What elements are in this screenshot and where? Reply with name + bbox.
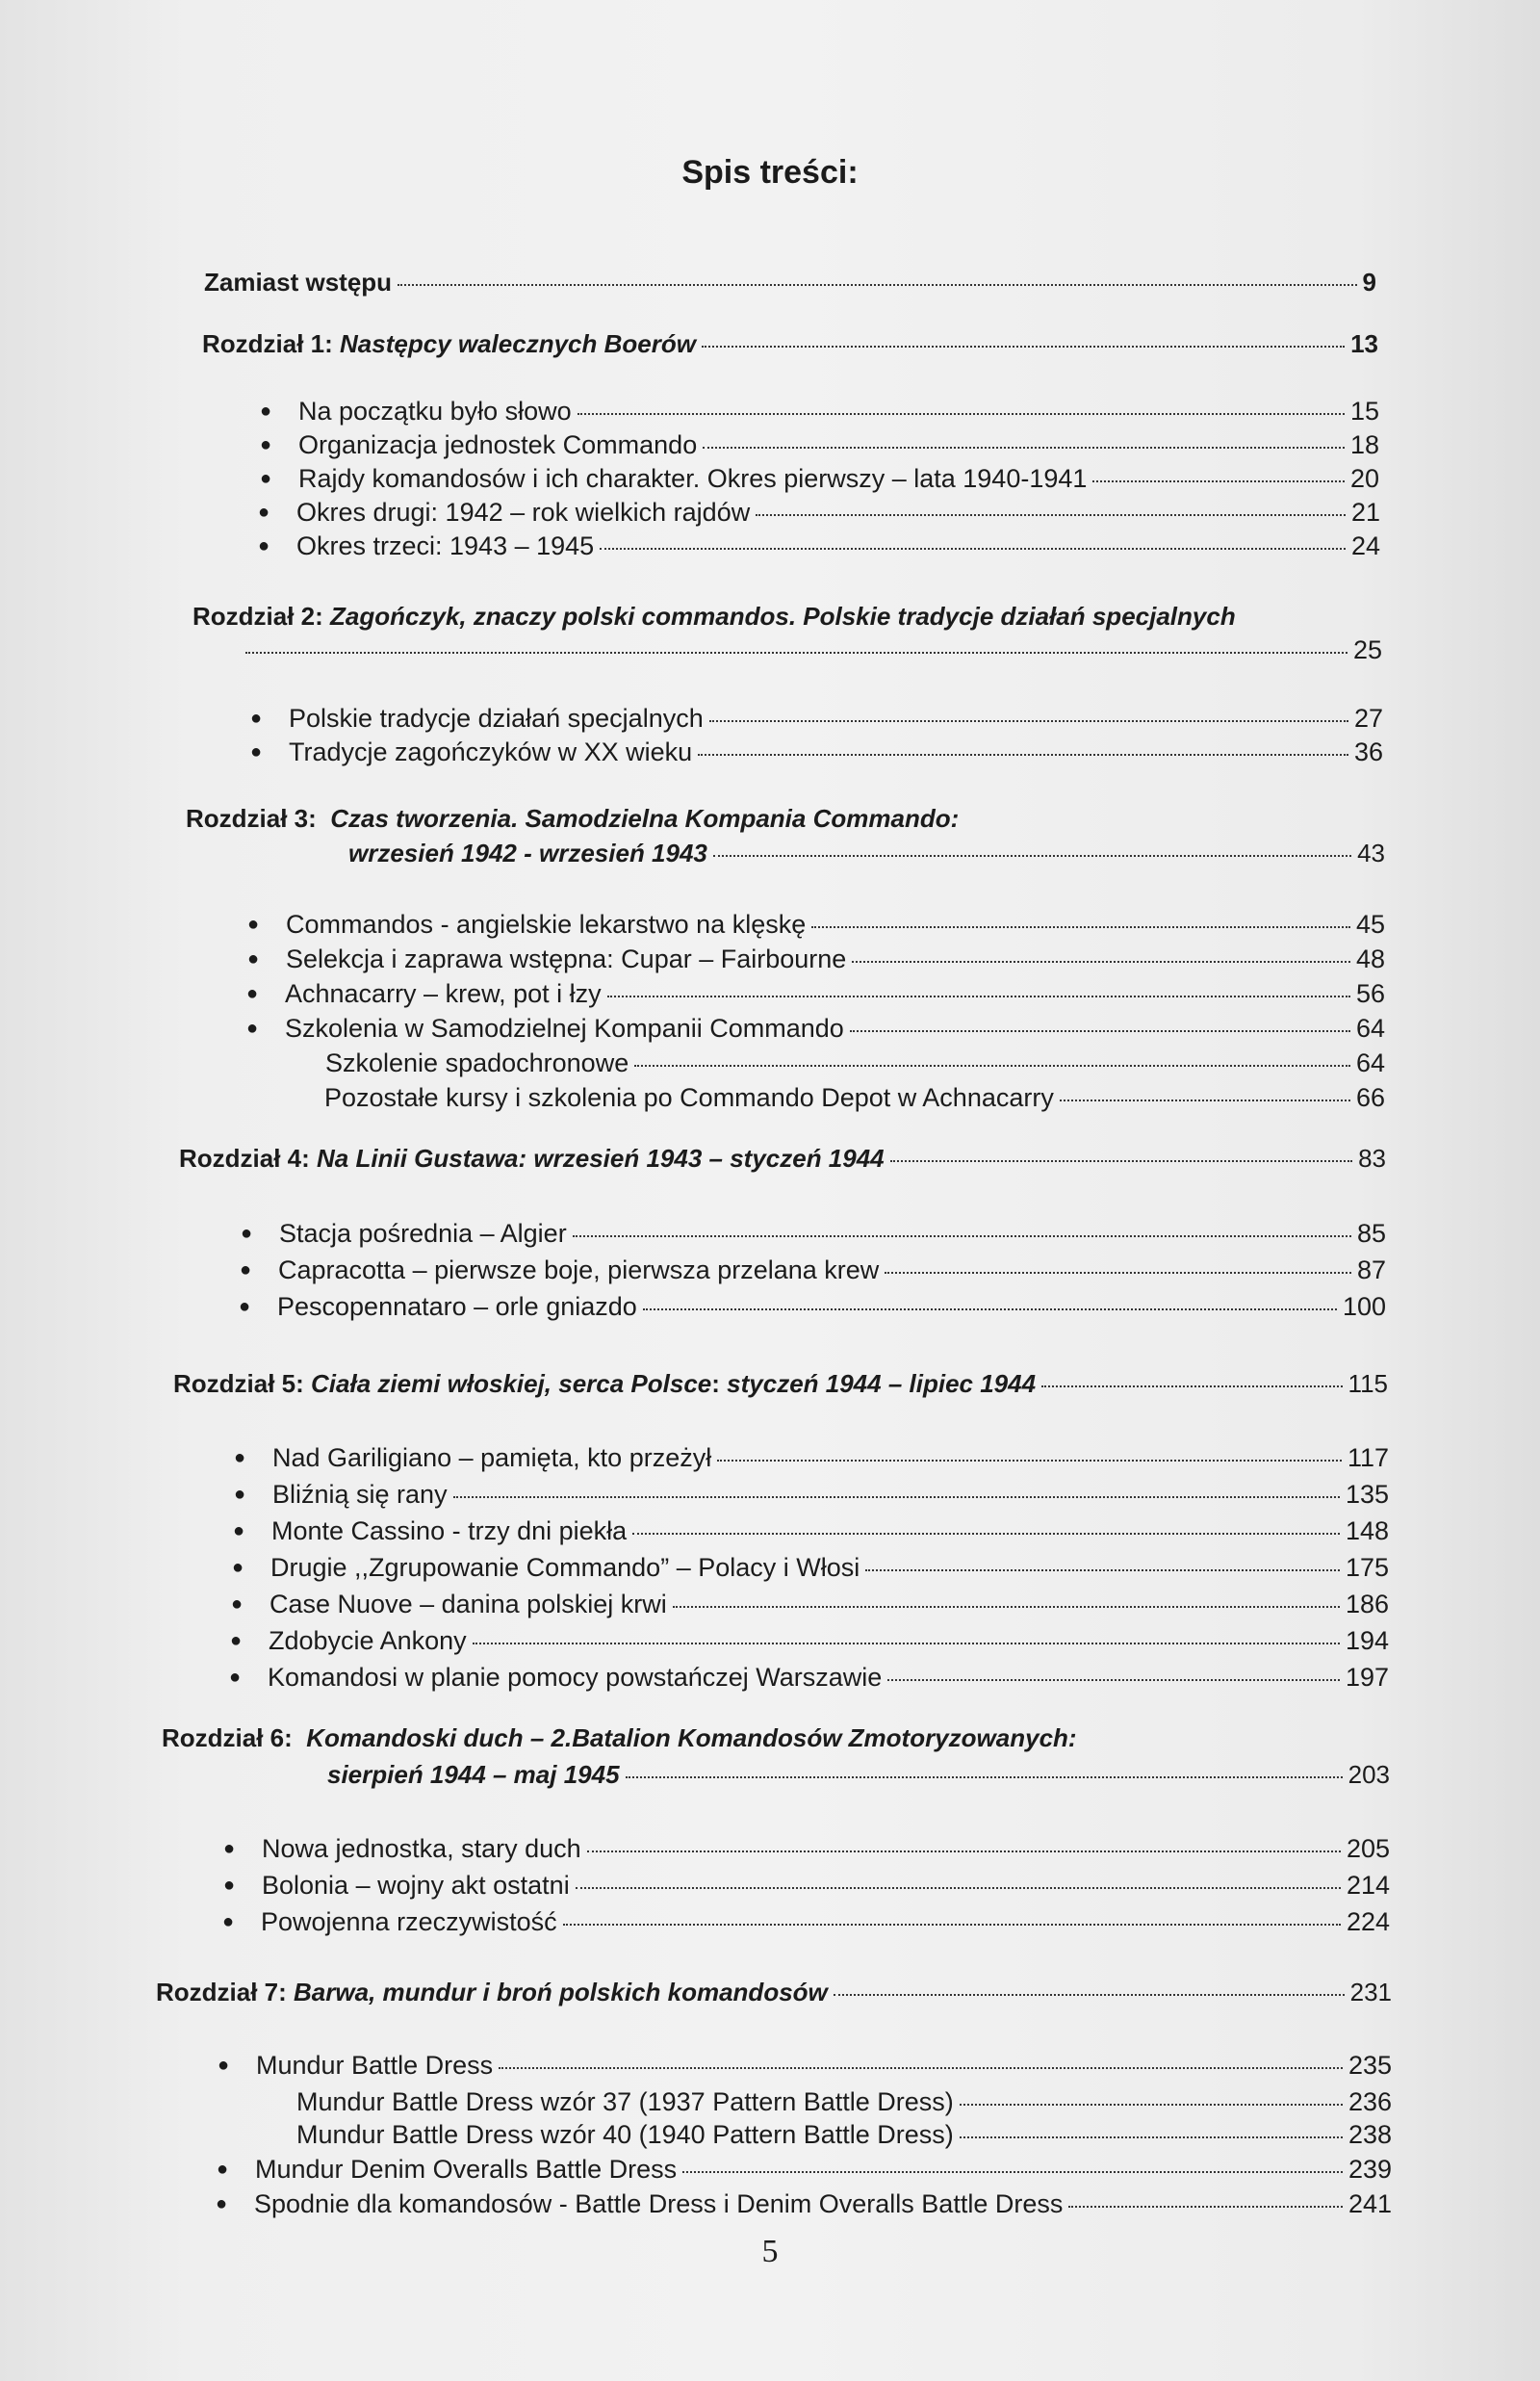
item-text: Bolonia – wojny akt ostatni	[262, 1871, 570, 1900]
item-text: Nad Gariligiano – pamięta, kto przeżył	[272, 1443, 712, 1472]
item-text: Polskie tradycje działań specjalnych	[289, 704, 704, 733]
toc-chapter-6-cont[interactable]	[327, 1758, 1390, 1791]
bullet-icon: ●	[229, 1667, 242, 1688]
chapter-label: Rozdział 7:	[156, 1978, 287, 2006]
toc-item[interactable]	[258, 530, 1380, 562]
dot-leader	[600, 548, 1346, 550]
page-number: 83	[1358, 1144, 1386, 1173]
chapter-title: Czas tworzenia. Samodzielna Kompania Commando:	[330, 804, 960, 833]
item-text: Mundur Denim Overalls Battle Dress	[255, 2155, 678, 2184]
item-text: Pozostałe kursy i szkolenia po Commando Depot w Achnacarry	[324, 1083, 1054, 1112]
chapter-title-cont: sierpień 1944 – maj 1945	[327, 1760, 620, 1789]
page-number: 18	[1349, 430, 1379, 459]
dot-leader	[473, 1643, 1340, 1644]
chapter-title-dates: styczeń 1944 – lipiec 1944	[719, 1369, 1037, 1398]
chapter-title: Następcy walecznych Boerów	[340, 329, 696, 358]
bullet-icon: ●	[222, 1911, 235, 1932]
dot-leader	[626, 1776, 1343, 1778]
dot-leader	[576, 1887, 1341, 1889]
item-text: Mundur Battle Dress	[256, 2051, 494, 2080]
toc-intro[interactable]	[204, 266, 1376, 298]
bullet-icon: ●	[246, 983, 259, 1004]
item-text: Stacja pośrednia – Algier	[279, 1219, 567, 1248]
page-number: 135	[1345, 1480, 1389, 1509]
toc-item[interactable]	[233, 1514, 1389, 1547]
toc-item[interactable]	[258, 496, 1380, 529]
chapter-label: Rozdział 5:	[173, 1369, 304, 1398]
toc-item[interactable]	[241, 1217, 1386, 1250]
item-text: Szkolenie spadochronowe	[325, 1048, 629, 1077]
page-number: 9	[1362, 268, 1376, 297]
item-text: Okres trzeci: 1943 – 1945	[296, 531, 595, 560]
page-number: 27	[1353, 704, 1383, 733]
item-text: Pescopennataro – orle gniazdo	[277, 1292, 637, 1321]
page-number: 197	[1345, 1663, 1389, 1692]
page-number: 36	[1353, 738, 1383, 766]
bullet-icon: ●	[234, 1484, 246, 1505]
dot-leader	[682, 2171, 1343, 2173]
item-text: Tradycje zagończyków w XX wieku	[289, 738, 693, 766]
dot-leader	[885, 1272, 1351, 1274]
item-text: Mundur Battle Dress wzór 40 (1940 Pattern Battle Dress)	[296, 2120, 954, 2149]
page-number: 24	[1350, 531, 1380, 560]
bullet-icon: ●	[247, 948, 260, 970]
item-text: Case Nuove – danina polskiej krwi	[270, 1590, 667, 1618]
item-text: Rajdy komandosów i ich charakter. Okres pierwszy – lata 1940-1941	[298, 464, 1088, 493]
bullet-icon: ●	[232, 1557, 244, 1578]
item-text: Mundur Battle Dress wzór 37 (1937 Pattern Battle Dress)	[296, 2087, 954, 2116]
item-text: Zdobycie Ankony	[269, 1626, 467, 1655]
dot-leader	[834, 1994, 1345, 1996]
toc-item[interactable]	[260, 395, 1379, 427]
bullet-icon: ●	[246, 1018, 259, 1039]
toc-chapter-1[interactable]	[202, 327, 1378, 360]
toc-item[interactable]	[246, 977, 1385, 1010]
toc-item[interactable]	[247, 908, 1385, 941]
dot-leader	[1060, 1100, 1350, 1101]
page-number: 48	[1355, 945, 1385, 973]
toc-chapter-2-page[interactable]	[245, 634, 1382, 666]
dot-leader	[1041, 1385, 1342, 1387]
chapter-label: Rozdział 6:	[162, 1723, 293, 1752]
dot-leader	[717, 1460, 1342, 1462]
item-text: Commandos - angielskie lekarstwo na klęskę	[286, 910, 807, 939]
page-number: 117	[1347, 1443, 1389, 1472]
item-text: Powojenna rzeczywistość	[261, 1907, 557, 1936]
chapter-title: Komandoski duch – 2.Batalion Komandosów Zmotoryzowanych:	[306, 1723, 1077, 1752]
toc-subitem[interactable]	[296, 2118, 1392, 2151]
toc-item[interactable]	[229, 1661, 1389, 1694]
toc-item[interactable]	[223, 1832, 1390, 1865]
toc-item[interactable]	[231, 1588, 1389, 1620]
item-text: Nowa jednostka, stary duch	[262, 1834, 581, 1863]
dot-leader	[713, 855, 1351, 857]
page-number: 203	[1348, 1760, 1390, 1789]
item-text: Monte Cassino - trzy dni piekła	[271, 1516, 628, 1545]
bullet-icon: ●	[250, 708, 263, 729]
toc-item[interactable]	[234, 1478, 1389, 1511]
page-number: 87	[1356, 1255, 1386, 1284]
page-number: 64	[1355, 1014, 1385, 1043]
toc-item[interactable]	[230, 1624, 1389, 1657]
page-number: 231	[1349, 1978, 1392, 2006]
toc-item[interactable]	[260, 428, 1379, 461]
dot-leader	[709, 720, 1348, 722]
dot-leader	[398, 284, 1356, 286]
bullet-icon: ●	[223, 1838, 236, 1859]
page-folio: 5	[761, 2234, 779, 2269]
dot-leader	[1092, 480, 1345, 482]
dot-leader	[756, 514, 1346, 516]
page-number: 115	[1348, 1369, 1388, 1398]
bullet-icon: ●	[233, 1520, 245, 1541]
item-text: Selekcja i zaprawa wstępna: Cupar – Fairbourne	[286, 945, 847, 973]
toc-item[interactable]	[250, 736, 1383, 768]
bullet-icon: ●	[260, 401, 272, 422]
page-number: 100	[1342, 1292, 1386, 1321]
chapter-title-cont: wrzesień 1942 - wrzesień 1943	[348, 839, 707, 867]
dot-leader	[890, 1160, 1352, 1162]
page-number: 45	[1355, 910, 1385, 939]
toc-chapter-3-cont[interactable]	[348, 837, 1385, 869]
toc-item[interactable]	[217, 2153, 1392, 2186]
toc-item[interactable]	[240, 1254, 1386, 1286]
bullet-icon: ●	[223, 1875, 236, 1896]
dot-leader	[703, 447, 1345, 449]
chapter-label: Rozdział 3:	[186, 804, 317, 833]
dot-leader	[702, 346, 1345, 348]
page-number: 175	[1345, 1553, 1389, 1582]
page-number: 238	[1348, 2120, 1392, 2149]
dot-leader	[499, 2067, 1343, 2069]
toc-item[interactable]	[218, 2049, 1392, 2082]
bullet-icon: ●	[241, 1223, 253, 1244]
toc-chapter-2[interactable]	[192, 600, 1382, 633]
bullet-icon: ●	[258, 535, 270, 556]
dot-leader	[634, 1065, 1350, 1067]
page-number: 148	[1345, 1516, 1389, 1545]
chapter-label: Rozdział 1:	[202, 329, 333, 358]
toc-item[interactable]	[234, 1441, 1389, 1474]
toc-item[interactable]	[232, 1551, 1389, 1584]
page-number: 20	[1349, 464, 1379, 493]
dot-leader	[865, 1569, 1340, 1571]
bullet-icon: ●	[247, 914, 260, 935]
toc-subitem[interactable]	[296, 2085, 1392, 2118]
item-text: Spodnie dla komandosów - Battle Dress i Denim Overalls Battle Dress	[254, 2189, 1064, 2218]
bullet-icon: ●	[260, 468, 272, 489]
item-text: Capracotta – pierwsze boje, pierwsza przelana krew	[278, 1255, 880, 1284]
chapter-title: Barwa, mundur i broń polskich komandosów	[294, 1978, 828, 2006]
item-text: Na początku było słowo	[298, 397, 572, 426]
bullet-icon: ●	[230, 1630, 243, 1651]
toc-item[interactable]	[223, 1869, 1390, 1902]
page-number: 64	[1355, 1048, 1385, 1077]
page-number: 15	[1349, 397, 1379, 426]
chapter-label: Rozdział 2:	[192, 602, 323, 631]
item-text: Okres drugi: 1942 – rok wielkich rajdów	[296, 498, 751, 527]
bullet-icon: ●	[260, 434, 272, 455]
item-text: Drugie ,,Zgrupowanie Commando” – Polacy i Włosi	[270, 1553, 860, 1582]
dot-leader	[578, 413, 1345, 415]
intro-label: Zamiast wstępu	[204, 268, 393, 297]
page-number: 224	[1346, 1907, 1390, 1936]
toc-item[interactable]	[260, 462, 1379, 495]
page-number: 214	[1346, 1871, 1390, 1900]
page-number: 241	[1348, 2189, 1392, 2218]
dot-leader	[850, 1030, 1350, 1032]
toc-chapter-5[interactable]	[173, 1367, 1388, 1400]
chapter-title: Na Linii Gustawa: wrzesień 1943 – styczeń 1944	[317, 1144, 885, 1173]
item-text: Bliźnią się rany	[272, 1480, 448, 1509]
page-number: 25	[1352, 635, 1382, 664]
toc-subitem[interactable]	[325, 1047, 1385, 1079]
dot-leader	[573, 1235, 1351, 1237]
chapter-title-colon: :	[711, 1369, 720, 1398]
toc-chapter-6[interactable]	[162, 1721, 1390, 1754]
dot-leader	[587, 1850, 1341, 1852]
chapter-title: Zagończyk, znaczy polski commandos. Polskie tradycje działań specjalnych	[330, 602, 1236, 631]
bullet-icon: ●	[250, 741, 263, 763]
page-number: 235	[1348, 2051, 1392, 2080]
item-text: Szkolenia w Samodzielnej Kompanii Commando	[285, 1014, 844, 1043]
page-number: 85	[1356, 1219, 1386, 1248]
chapter-label: Rozdział 4:	[179, 1144, 310, 1173]
dot-leader	[453, 1496, 1340, 1498]
toc-item[interactable]	[222, 1905, 1390, 1938]
page-number: 239	[1348, 2155, 1392, 2184]
chapter-title: Ciała ziemi włoskiej, serca Polsce	[311, 1369, 712, 1398]
page-number: 13	[1350, 329, 1378, 358]
toc-item[interactable]	[247, 943, 1385, 975]
toc-item[interactable]	[246, 1012, 1385, 1045]
item-text: Organizacja jednostek Commando	[298, 430, 698, 459]
dot-leader	[960, 2104, 1343, 2106]
bullet-icon: ●	[234, 1447, 246, 1468]
dot-leader	[887, 1679, 1340, 1681]
bullet-icon: ●	[217, 2159, 229, 2180]
page-title: Spis treści:	[681, 154, 859, 191]
bullet-icon: ●	[239, 1296, 251, 1317]
dot-leader	[607, 996, 1350, 997]
dot-leader	[960, 2136, 1343, 2138]
dot-leader	[643, 1308, 1337, 1310]
dot-leader	[852, 961, 1350, 963]
toc-item[interactable]	[250, 702, 1383, 735]
page-number: 236	[1348, 2087, 1392, 2116]
page-number: 194	[1345, 1626, 1389, 1655]
page-number: 21	[1350, 498, 1380, 527]
dot-leader	[1068, 2206, 1343, 2208]
item-text: Achnacarry – krew, pot i łzy	[285, 979, 602, 1008]
bullet-icon: ●	[258, 502, 270, 523]
dot-leader	[811, 926, 1350, 928]
toc-item[interactable]	[239, 1290, 1386, 1323]
dot-leader	[245, 652, 1348, 654]
toc-subitem[interactable]	[324, 1081, 1385, 1114]
item-text: Komandosi w planie pomocy powstańczej Warszawie	[268, 1663, 883, 1692]
page-number: 186	[1345, 1590, 1389, 1618]
page-number: 43	[1357, 839, 1385, 867]
toc-chapter-7[interactable]	[156, 1976, 1392, 2008]
page-number: 205	[1346, 1834, 1390, 1863]
toc-chapter-4[interactable]	[179, 1142, 1386, 1175]
dot-leader	[673, 1606, 1340, 1608]
toc-item[interactable]	[216, 2187, 1392, 2220]
dot-leader	[698, 754, 1348, 756]
dot-leader	[563, 1924, 1341, 1926]
bullet-icon: ●	[240, 1259, 252, 1281]
page-number: 66	[1355, 1083, 1385, 1112]
toc-chapter-3[interactable]	[186, 802, 1385, 835]
page-number: 56	[1355, 979, 1385, 1008]
bullet-icon: ●	[231, 1593, 244, 1615]
bullet-icon: ●	[216, 2193, 228, 2214]
bullet-icon: ●	[218, 2055, 230, 2076]
dot-leader	[632, 1533, 1340, 1535]
